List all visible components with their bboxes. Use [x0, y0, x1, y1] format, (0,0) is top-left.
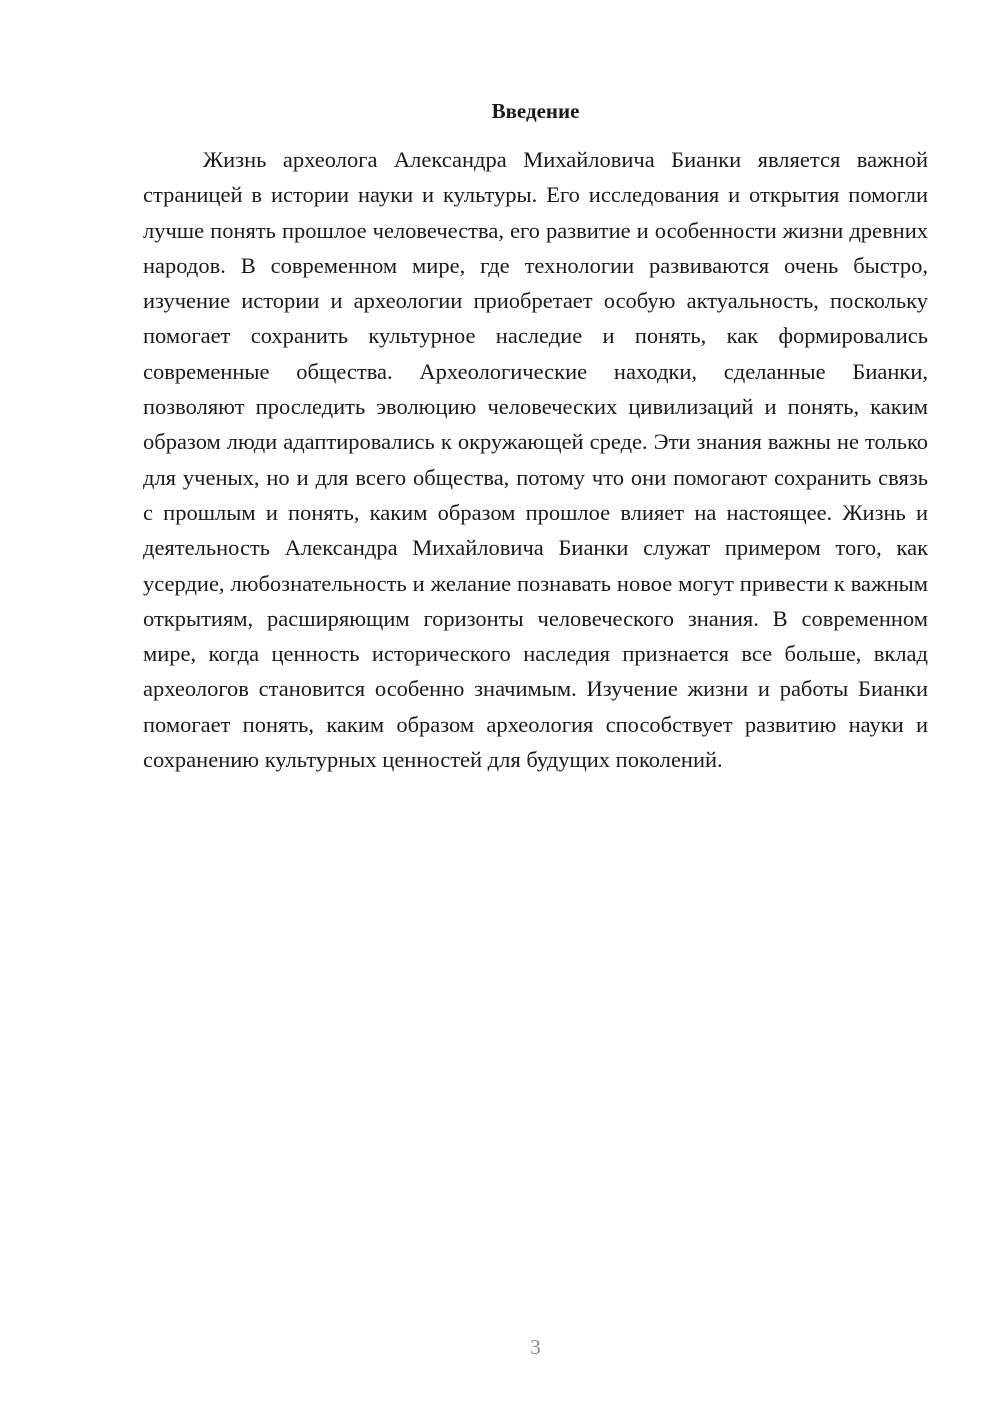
- body-paragraph: Жизнь археолога Александра Михайловича Бианки является важной страницей в истории науки и культуры. Его исследования и открытия помогли лучше понять прошлое человечества, его развитие и особенности жизни древних народов. В современном мире, где технологии развиваются очень быстро, изучение истории и археологии приобретает особую актуальность, поскольку помогает сохранить культурное наследие и понять, как формировались современные общества. Археологические находки, сделанные Бианки, позволяют проследить эволюцию человеческих цивилизаций и понять, каким образом люди адаптировались к окружающей среде. Эти знания важны не только для ученых, но и для всего общества, потому что они помогают сохранить связь с прошлым и понять, каким образом прошлое влияет на настоящее. Жизнь и деятельность Александра Михайловича Бианки служат примером того, как усердие, любознательность и желание познавать новое могут привести к важным открытиям, расширяющим горизонты человеческого знания. В современном мире, когда ценность исторического наследия признается все больше, вклад археологов становится особенно значимым. Изучение жизни и работы Бианки помогает понять, каким образом археология способствует развитию науки и сохранению культурных ценностей для будущих поколений.: [143, 147, 928, 773]
- section-heading: Введение: [491, 99, 580, 123]
- page-number: 3: [530, 1335, 541, 1359]
